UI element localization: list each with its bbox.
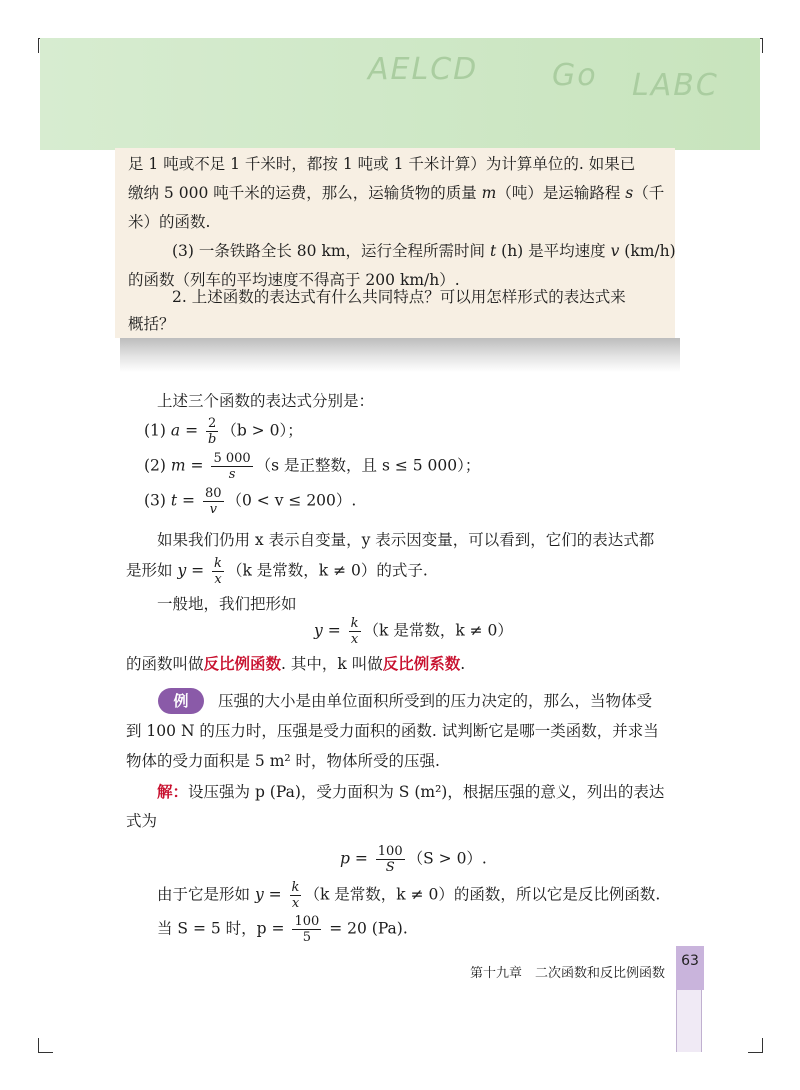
item3-text-c: (km/h) [619,242,676,260]
formula-1-fraction [206,416,218,447]
inquiry-question-2: 2. 上述函数的表达式有什么共同特点？可以用怎样形式的表达式来 [172,288,626,306]
inquiry-item-3-line-2: 的函数（列车的平均速度不得高于 200 km/h）. [128,271,460,289]
formula-1-var: a [170,421,181,440]
formula-3-label: (3) [144,491,171,510]
calculation-line [157,914,408,945]
crop-mark-bottom-left [38,1038,53,1053]
formula-3-fraction [203,486,224,517]
definition-formula: y = $\frac{k}{x}$ （k 是常数，k ≠ 0） [314,616,513,647]
item3-text-a: (3) 一条铁路全长 80 km，运行全程所需时间 [172,242,490,260]
var-v: v [610,242,620,260]
inquiry-question-2-line-2: 概括？ [128,315,175,333]
kx-fraction-2: $\frac{k}{x}$ [350,616,359,647]
formula-2-fraction [211,451,252,482]
formula-1-label: (1) [144,421,171,440]
pressure-formula: p = $\frac{100}{S}$ （S > 0）. [340,844,487,875]
conclusion-post: （k 是常数，k ≠ 0）的函数，所以它是反比例函数. [304,885,661,904]
chapter-footer: 第十九章 二次函数和反比例函数 [470,966,666,981]
calculation-post: = 20 (Pa). [324,919,408,938]
inquiry-box-shadow [120,338,680,372]
formula-1-numerator: 2 [206,416,218,432]
example-badge: 例 [158,688,204,714]
solution-line-2: 式为 [126,812,158,830]
paragraph-1-pre: 是形如 [126,561,178,580]
body-intro: 上述三个函数的表达式分别是： [157,392,375,410]
paragraph-3-mid: . 其中，k 叫做 [281,655,383,673]
formula-2: (2) m = $\frac{5 000}{s}$ （s 是正整数，且 s ≤ 5 000）； [144,451,481,482]
kx-fraction-1: $\frac{k}{x}$ [214,556,222,587]
example-line-1: 压强的大小是由单位面积所受到的压力决定的，那么，当物体受 [218,692,653,710]
paragraph-1-line-2: 是形如 y = $\frac{k}{x}$ （k 是常数，k ≠ 0）的式子. [126,556,428,587]
paragraph-1-post: （k 是常数，k ≠ 0）的式子. [226,561,428,580]
calculation-pre: 当 S = 5 时，p = [157,919,290,938]
inquiry-line-2-end: （千 [633,184,665,202]
inquiry-line-2 [128,179,664,208]
conclusion-line: 由于它是形如 y = $\frac{k}{x}$ （k 是常数，k ≠ 0）的函数，所以它是反比例函数. [157,880,661,911]
formula-1: (1) a = $\frac{2}{b}$ （b > 0）； [144,416,303,447]
inquiry-line-2-text: 缴纳 5 000 吨千米的运费，那么，运输货物的质量 [128,184,482,202]
example-line-2: 到 100 N 的压力时，压强是受力面积的函数. 试判断它是哪一类函数，并求当 [126,722,659,740]
pressure-condition: （S > 0）. [407,849,487,868]
paragraph-1-line-1: 如果我们仍用 x 表示自变量，y 表示因变量，可以看到，它们的表达式都 [157,531,655,549]
solution-line-1-text: 设压强为 p (Pa)，受力面积为 S (m²)，根据压强的意义，列出的表达 [188,783,665,801]
var-s: s [625,184,634,202]
paragraph-3-end: . [460,655,466,673]
formula-2-var: m [170,456,186,475]
formula-2-label: (2) [144,456,171,475]
header-banner [40,38,760,150]
paragraph-3-pre: 的函数叫做 [126,655,204,673]
definition-formula-post: （k 是常数，k ≠ 0） [363,621,513,640]
inquiry-line-2-mid: （吨）是运输路程 [496,184,626,202]
calculation-numerator: 100 [294,914,320,929]
formula-1-denominator: b [207,432,217,447]
pressure-denominator: S [385,860,395,875]
pressure-fraction [376,844,405,875]
calculation-fraction [292,914,321,945]
paragraph-3 [126,649,465,679]
example-line-3: 物体的受力面积是 5 m² 时，物体所受的压强. [126,752,440,770]
formula-3-numerator: 80 [204,486,222,501]
formula-3: (3) t = $\frac{80}{v}$ （0 < v ≤ 200）. [144,486,357,517]
formula-2-denominator: s [228,467,236,482]
formula-3-condition: （0 < v ≤ 200）. [226,491,357,510]
var-m: m [481,184,497,202]
banner-watermark-1: AELCD [368,52,479,87]
banner-watermark-2: Go [552,58,598,93]
inquiry-line-3: 米）的函数. [128,213,211,231]
solution-label: 解： [157,782,189,801]
formula-3-var: t [170,491,178,510]
solution-line-1 [157,777,664,807]
paragraph-2: 一般地，我们把形如 [157,595,297,613]
banner-watermark-3: LABC [632,68,719,103]
pressure-numerator: 100 [377,844,403,859]
conclusion-pre: 由于它是形如 [157,885,255,904]
page-number: 63 [681,953,699,969]
formula-2-numerator: 5 000 [213,451,251,466]
var-t: t [489,242,497,260]
item3-text-b: (h) 是平均速度 [496,242,611,260]
formula-1-condition: （b > 0）； [221,421,303,440]
formula-2-condition: （s 是正整数，且 s ≤ 5 000）； [255,456,481,475]
formula-3-denominator: v [209,502,217,517]
inquiry-line-1: 足 1 吨或不足 1 千米时，都按 1 吨或 1 千米计算）为计算单位的. 如果已 [128,155,636,173]
side-tab [676,990,702,1052]
kx-fraction-3: $\frac{k}{x}$ [291,880,300,911]
inquiry-item-3 [172,237,676,266]
term-inverse-proportion-coefficient: 反比例系数 [382,654,461,673]
calculation-denominator: 5 [302,930,311,945]
crop-mark-bottom-right [748,1038,763,1053]
term-inverse-proportion-function: 反比例函数 [203,654,282,673]
